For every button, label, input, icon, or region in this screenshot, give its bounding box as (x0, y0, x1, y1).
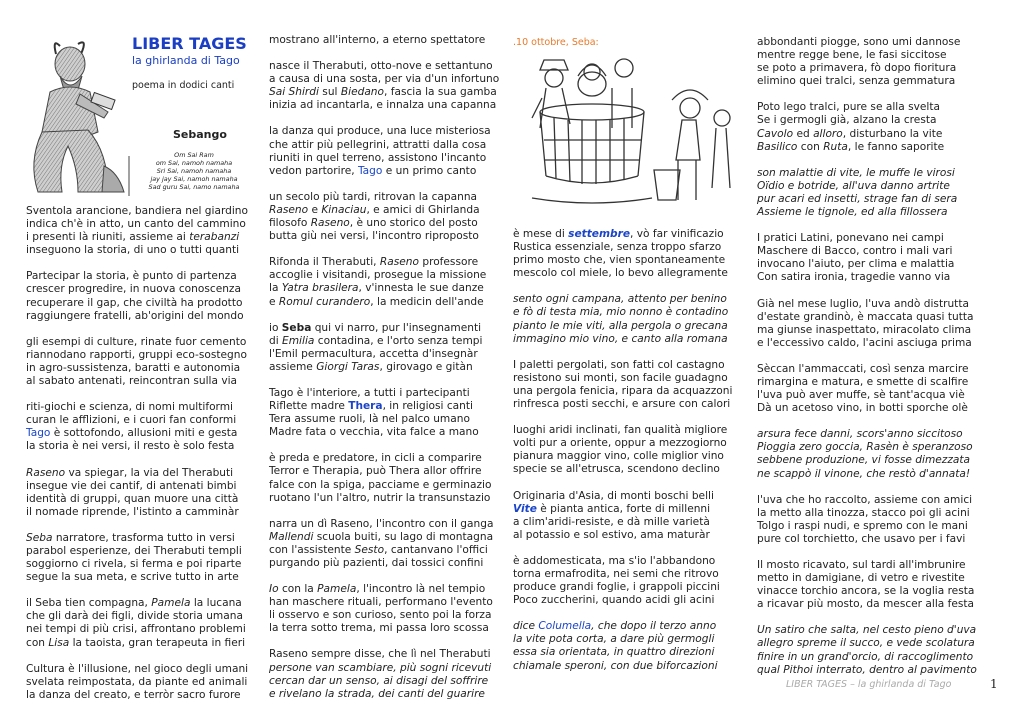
stanza: sento ogni campana, attento per benino e fò di testa mia, mio nonno è contadino pianto le mie viti, alla pergola o grecana immagino mio vino, e canto alla romana (513, 293, 729, 345)
mantra-line: Sri Sai, namoh namaha (156, 167, 232, 175)
stanza: è addomesticata, ma s'io l'abbandono torna ermafrodita, nei semi che ritrovo produce grandi foglie, i grappoli piccini Poco zuccherini, quando acidi gli acini (513, 554, 720, 607)
stanza: Il mosto ricavato, sul tardi all'imbrunire metto in damigiane, di vetro e rivestite vinacce torchio ancora, se la voglia resta a ricavar più mosto, da mescer alla festa (757, 559, 975, 611)
stanza: Partecipar la storia, è punto di partenza crescer progredire, in nuova conoscenza recuperare il gap, che civiltà ha prodotto raggiungere fratelli, ab'origini del mondo (26, 270, 244, 322)
mantra-line: om Sai, namoh namaha (155, 159, 233, 167)
stanza: l'uva che ho raccolto, assieme con amici la metto alla tinozza, stacco poi gli acini Tolgo i raspi nudi, e spremo con le mani pure col torchietto, che usavo per i favi (757, 493, 973, 545)
stanza: Rifonda il Therabuti, Raseno professore accoglie i visitandi, prosegue la missione la Yatra brasilera, v'innesta le sue danze e Romul curandero, la medicin dell'ande (269, 256, 487, 308)
date-label: .10 ottobre, Seba: (513, 37, 599, 48)
stanza: arsura fece danni, scors'anno siccitoso Pioggia zero goccia, Rasèn è speranzoso sebbene produzione, vi fosse dimezzata ne scappò il vinone, che restò d'annata! (757, 428, 973, 480)
mantra-block (148, 151, 240, 191)
stanza: la danza qui produce, una luce misteriosa che attir più pellegrini, attratti dalla cosa riuniti in quel terreno, assistono l'incanto vedon partorire, Tago e un primo canto (269, 125, 491, 177)
stanza: riti-giochi e scienza, di nomi multiformi curan le afflizioni, e i cuori fan conformi Tago è sottofondo, allusioni miti e gesta la storia è nei versi, il resto è solo festa (26, 401, 238, 453)
stanza: io Seba qui vi narro, pur l'insegnamenti di Emilia contadina, e l'orto senza tempi l'Emil permacultura, accetta d'insegnàr assieme Giorgi Taras, girovago e gitàn (269, 321, 483, 373)
stanza: Io con la Pamela, l'incontro là nel tempio han maschere rituali, performano l'evento li osservo e son curioso, sento poi la forza la terra sotto trema, mi passa loro scossa (269, 583, 493, 635)
stanza: un secolo più tardi, ritrovan la capanna Raseno e Kinaciau, e amici di Ghirlanda filosofo Raseno, è uno storico del posto butta giù nei versi, l'incontro riproposto (269, 190, 480, 243)
stanza: Cultura è l'illusione, nel gioco degli umani svelata reimpostata, da piante ed animali la danza del creato, e terròr sacro furore (26, 662, 249, 701)
book-title: LIBER TAGES (132, 34, 247, 53)
stanza: il Seba tien compagna, Pamela la lucana che gli darà dei figli, divide storia umana nei tempi di più crisi, affrontano problemi con Lisa la taoista, gran terapeuta in fieri (26, 597, 246, 649)
stanza: Originaria d'Asia, di monti boschi belli Vite è pianta antica, forte di millenni a clim'aridi-resiste, e dà mille varietà al potassio e sol estivo, ama maturàr (513, 489, 714, 541)
section-title: Sebango (173, 128, 227, 141)
stanza: Sventola arancione, bandiera nel giardino indica ch'è in atto, un canto del cammino i presenti là riuniti, assieme ai terabanzi inseguono la storia, di uno o tutti quanti (26, 205, 248, 257)
stanza: Un satiro che salta, nel cesto pieno d'uva allegro spreme il succo, e vede scolatura finire in un grand'orcio, di raccoglimento qual Pithoi interrato, dentro al pavimento (757, 624, 977, 676)
column-3 (513, 228, 747, 686)
stanza: I paletti pergolati, son fatti col castagno resistono sui monti, son facile guadagno una pergola fenicia, ripara da acquazzoni rinfresca posti secchi, e arsure con calori (513, 358, 733, 411)
stanza: Raseno sempre disse, che lì nel Therabuti persone van scambiare, più sogni ricevuti cercan dar un senso, ai disagi del soffrire e rivelano la strada, dei canti del guarire (269, 648, 492, 700)
poem-subtitle: poema in dodici canti (132, 80, 235, 91)
stanza: abbondanti piogge, sono umi dannose mentre regge bene, le fasi siccitose se poto a primavera, fò dopo fioritura elimino quei tralci, senza gemmatura (757, 36, 961, 88)
stanza: gli esempi di culture, rinate fuor cemento riannodano rapporti, gruppi eco-sostegno in agro-sussistenza, baratti e autonomia al sabato antenati, reincontran sulla via (26, 335, 247, 388)
column-4 (757, 36, 987, 690)
stanza: I pratici Latini, ponevano nei campi Maschere di Bacco, contro i mali vari invocano l'aiuto, per clima e malattia Con satira ironia, tragedie vanno via (757, 232, 955, 284)
mantra-line: jay jay Sai, namoh namaha (150, 175, 238, 183)
satyr-illustration (20, 36, 132, 196)
stanza: nasce il Therabuti, otto-nove e settantuno a causa di una sosta, per via d'un infortuno Sai Shirdi sul Biedano, fascia la sua gamba inizia ad incantarla, e innalza una capanna (269, 60, 500, 112)
page-number: 1 (990, 677, 998, 691)
stanza: Raseno va spiegar, la via del Therabuti insegue vie dei cantif, di antenati bimbi identità di gruppi, quan muore una città il nomade riprende, l'istinto a camminàr (26, 466, 239, 518)
stanza: son malattie di vite, le muffe le virosi Oïdio e botride, all'uva danno artrite pur acari ed insetti, strage fan di sera Assieme le tignole, ed alla fillossera (757, 166, 958, 219)
mantra-line: Om Sai Ram (174, 151, 214, 159)
stanza: luoghi aridi inclinati, fan qualità migliore volti pur a oriente, oppur a mezzogiorno pianura maggior vino, colle miglior vino specie se all'etrusca, scendono declino (513, 424, 728, 476)
mantra-line: Sad guru Sai, namo namaha (148, 183, 240, 191)
column-1 (26, 205, 250, 715)
stanza: è preda e predatore, in cicli a comparire Terror e Therapia, può Thera allor offrire falce con la spiga, pacciame e germinazio ruotano l'un l'altro, nutrir la transunstazio (269, 452, 492, 504)
stanza: dice Columella, che dopo il terzo anno la vite pota corta, a dare più germogli essa sia orientata, in quattro direzioni chiamale speroni, con due biforcazioni (513, 620, 718, 672)
footer-title: LIBER TAGES – la ghirlanda di Tago (786, 679, 952, 690)
stanza: Già nel mese luglio, l'uva andò distrutta d'estate grandinò, è maccata quasi tutta ma giunse inaspettato, miracolato clima e l'eccessivo caldo, l'acini asciuga prima (757, 297, 974, 349)
book-subtitle: la ghirlanda di Tago (132, 54, 240, 67)
stanza: Tago è l'interiore, a tutti i partecipanti Riflette madre Thera, in religiosi canti Tera assume ruoli, là nel palco umano Madre fata o vecchia, vita falce a mano (269, 386, 479, 439)
wine-press-illustration (522, 48, 732, 220)
stanza: mostrano all'interno, a eterno spettatore (269, 34, 486, 46)
stanza: narra un dì Raseno, l'incontro con il ganga Mallendi scuola buiti, su lago di montagna con l'assistente Sesto, cantanvano l'offici purgando più pazienti, dai tossici confini (269, 517, 494, 569)
stanza: Poto lego tralci, pure se alla svelta Se i germogli già, alzano la cresta Cavolo ed alloro, disturbano la vite Basilico con Ruta, le fanno saporite (757, 101, 945, 153)
stanza: è mese di settembre, vò far vinificazio Rustica essenziale, senza troppo sfarzo primo mosto che, vien spontaneamente mescolo col miele, lo bevo allegramente (513, 228, 728, 280)
stanza: Sèccan l'ammaccati, così senza marcire rimargina e matura, e smette di scalfire l'uva può aver muffe, sè tant'acqua viè Dà un acetoso vino, in botti sporche olè (757, 362, 969, 415)
column-2 (269, 34, 501, 714)
stanza: Seba narratore, trasforma tutto in versi parabol esperienze, dei Therabuti templi soggiorno ci rivela, si ferma e poi riparte segue la sua meta, e scrive tutto in arte (26, 531, 242, 584)
